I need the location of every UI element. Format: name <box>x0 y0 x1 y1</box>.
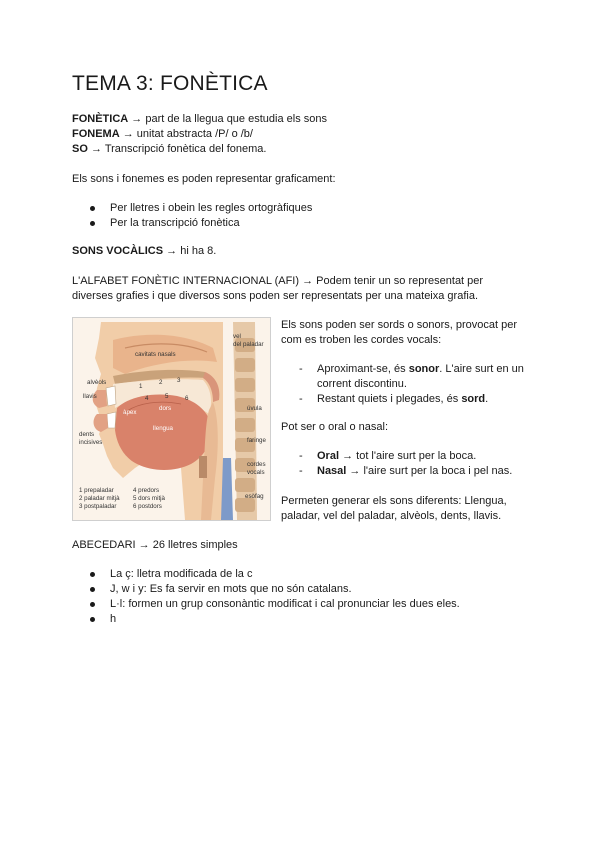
legend-item: 2 paladar mitjà <box>79 495 120 502</box>
representation-list <box>72 201 312 231</box>
voicing-item-sord <box>281 392 531 407</box>
afi-line-1: L'ALFABET FONÈTIC INTERNACIONAL (AFI) → Podem tenir un so representat per <box>72 275 484 287</box>
list-item: J, w i y: Es fa servir en mots que no són catalans. <box>72 582 460 597</box>
vocalics-text: hi ha 8. <box>180 245 217 257</box>
label-number-5: 5 <box>165 393 169 400</box>
definition-fonetica <box>72 112 327 127</box>
sounds-paragraph-3-line-2: paladar, vel del paladar, alvèols, dents, llavis. <box>281 510 502 522</box>
label-apex: àpex <box>123 409 137 416</box>
abecedari-text: 26 lletres simples <box>152 539 238 551</box>
voicing-term: sord <box>461 393 486 405</box>
oral-term: Oral <box>317 450 340 462</box>
letters-list <box>72 567 460 627</box>
label-alveols: alvèols <box>87 379 107 386</box>
page-title: TEMA 3: FONÈTICA <box>72 72 268 95</box>
definition-text: Transcripció fonètica del fonema. <box>104 143 267 155</box>
definition-text: part de la llegua que estudia els sons <box>145 113 327 125</box>
definition-fonema <box>72 127 253 142</box>
oral-nasal-list <box>281 449 531 479</box>
label-llavis: llavis <box>83 393 97 400</box>
label-number-2: 2 <box>159 379 163 386</box>
label-incisives: incisives <box>79 439 103 446</box>
sounds-paragraph-1-line-1: Els sons poden ser sords o sonors, provocat per <box>281 319 518 331</box>
sounds-paragraph-3-line-1: Permeten generar els sons diferents: Llengua, <box>281 495 507 507</box>
abecedari-term: ABECEDARI <box>72 539 136 551</box>
oral-item <box>281 449 531 464</box>
label-llengua: llengua <box>153 425 173 432</box>
arrow: → <box>166 245 178 257</box>
list-item: La ç: lletra modificada de la c <box>72 567 460 582</box>
voicing-text: . L'aire surt en un corrent discontinu. <box>317 363 524 390</box>
abecedari-line <box>72 538 238 553</box>
arrow: → <box>349 465 361 477</box>
label-vocals: vocals <box>247 469 265 476</box>
list-item: Per la transcripció fonètica <box>72 216 312 231</box>
sons-vocalics-line <box>72 244 216 259</box>
legend-item: 6 postdors <box>133 503 162 510</box>
label-dors: dors <box>159 405 172 412</box>
list-item: Per lletres i obein les regles ortogràfiques <box>72 201 312 216</box>
label-cavitats-nasals: cavitats nasals <box>135 351 176 358</box>
label-esofag: esòfag <box>245 493 264 500</box>
label-number-3: 3 <box>177 377 181 384</box>
nasal-text: l'aire surt per la boca i pel nas. <box>363 465 513 477</box>
legend-item: 1 prepaladar <box>79 487 114 494</box>
list-item: L·l: formen un grup consonàntic modificat i cal pronunciar les dues eles. <box>72 597 460 612</box>
label-cordes: cordes <box>247 461 266 468</box>
label-vel: vel <box>233 333 241 340</box>
arrow: → <box>342 450 354 462</box>
vocal-tract-diagram <box>72 317 271 521</box>
label-del-paladar: del paladar <box>233 341 264 348</box>
vocalics-term: SONS VOCÀLICS <box>72 245 164 257</box>
label-number-6: 6 <box>185 395 189 402</box>
legend-item: 5 dors mitjà <box>133 495 165 502</box>
label-number-1: 1 <box>139 383 143 390</box>
arrow: → <box>90 143 102 155</box>
intro-paragraph: Els sons i fonemes es poden representar graficament: <box>72 173 336 185</box>
voicing-term: sonor <box>408 363 440 375</box>
arrow: → <box>131 113 143 125</box>
arrow: → <box>122 128 134 140</box>
definition-term: FONEMA <box>72 128 120 140</box>
label-uvula: úvula <box>247 405 262 412</box>
nasal-term: Nasal <box>317 465 347 477</box>
arrow: → <box>138 539 150 551</box>
voicing-item-sonor <box>281 362 531 392</box>
legend-item: 4 predors <box>133 487 160 494</box>
label-number-4: 4 <box>145 395 149 402</box>
nasal-item <box>281 464 531 479</box>
definition-term: SO <box>72 143 88 155</box>
sounds-paragraph-1-line-2: com es troben les cordes vocals: <box>281 334 442 346</box>
definition-text: unitat abstracta /P/ o /b/ <box>136 128 253 140</box>
vocal-tract-illustration <box>73 318 270 520</box>
voicing-text: Restant quiets i plegades, és <box>317 393 462 405</box>
label-dents: dents <box>79 431 95 438</box>
legend-item: 3 postpaladar <box>79 503 117 510</box>
afi-line-2: diverses grafies i que diversos sons poden ser representats per una mateixa grafia. <box>72 290 478 302</box>
label-faringe: faringe <box>247 437 266 444</box>
definition-so <box>72 142 266 157</box>
voicing-list <box>281 362 531 407</box>
voicing-text: Aproximant-se, és <box>317 363 409 375</box>
oral-text: tot l'aire surt per la boca. <box>356 450 477 462</box>
voicing-text: . <box>485 393 489 405</box>
sounds-paragraph-2: Pot ser o oral o nasal: <box>281 421 389 433</box>
list-item: h <box>72 612 460 627</box>
definition-term: FONÈTICA <box>72 113 129 125</box>
